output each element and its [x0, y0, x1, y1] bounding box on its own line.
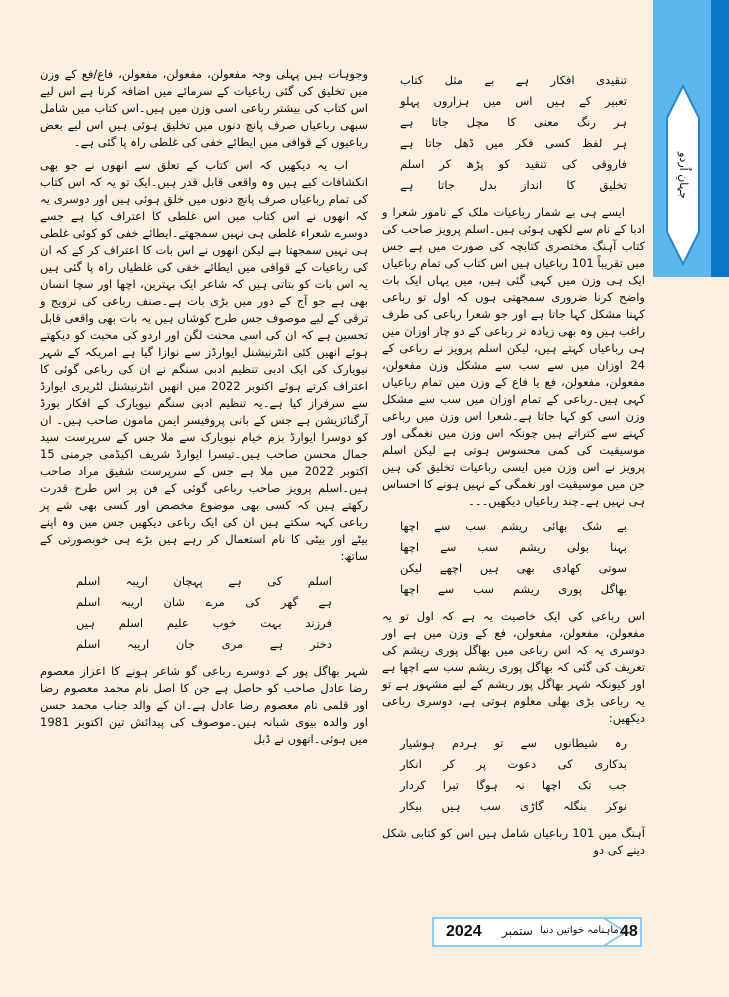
- text-line: لکھی ہوئی ہیں۔اسلم پرویز صاحب کی کتاب آہنگ مختصری کتابچہ کی: [382, 222, 646, 253]
- poem-line: ہے گھر کی مرے شان اریبہ اسلم: [76, 595, 332, 609]
- poem-line: سوتی کھادی بھی ہیں اچھے لیکن: [400, 561, 627, 575]
- poem-line: بھاگل پوری ریشم سب سے اچھا: [400, 582, 627, 596]
- text-line: ہیں۔موصوف کی پیدائش تین اکتوبر 1981 میں ہوئی۔انھوں نے ڈبل: [40, 715, 368, 746]
- text-line: بیشتر رباعی اسی وزن میں ہیں۔اس کتاب میں شامل سبھی رباعیاں صرف: [40, 101, 369, 132]
- text-line: اپنے بیٹے اور بیٹی کا نام استعمال کر رہے ہیں بڑے ہی خوبصورتی کے ساتھ:: [40, 515, 368, 563]
- poem-line: اسلم کی ہے پہچان اریبہ اسلم: [76, 574, 332, 588]
- poem-line: ہر رنگ معنی کا مچل جاتا ہے: [400, 115, 627, 129]
- poem-line: بہنا بولی ریشم سب سے اچھا: [400, 540, 627, 554]
- text-line: اور کسی بھی شے پر رباعی کہہ سکتے ہیں ان کی ایک رباعی دیکھیں جس میں وہ: [40, 498, 368, 529]
- text-line: ضروری سمجھتی ہوں کہ اول تو رباعی کہنا مشکل کہا جاتا ہے اور جو شعرا رباعی: [382, 290, 646, 321]
- text-line: شہر بھاگل پور کے دوسرے رباعی گو شاعر ہونے کا اعزاز معصوم: [40, 664, 368, 678]
- text-line: دوسری رباعی دیکھیں:: [382, 694, 645, 725]
- text-line: ایسے ہی بے شمار رباعیات ملک کے نامور شعرا و ادبا کے نام سے: [382, 205, 645, 236]
- footer-year: 2024: [446, 923, 482, 940]
- text-line: آہنگ میں 101 رباعیاں شامل ہیں اس کو کتابی شکل دینے کی دو: [382, 826, 645, 857]
- paragraph: [40, 663, 368, 748]
- poem: [382, 516, 645, 600]
- text-line: رباعیاں کہی ہیں۔رباعی کے تمام اوزان میں سب سے مشکل وزن اسی کو: [382, 375, 645, 423]
- text-line: بھاگل پور ریشم کے لیے مشہور ہے تو یہ رباعی بڑی بھلی معلوم ہوتی ہے،: [382, 677, 645, 708]
- text-line: اب یہ دیکھیں کہ اس کتاب کے تعلق سے انھوں نے جو بھی: [40, 158, 348, 172]
- text-line: کہا جاتا ہے۔شعرا اس وزن میں رباعی کہنے سے کتراتے ہیں چونکہ اس: [382, 409, 645, 440]
- footer-month: ستمبر: [502, 924, 533, 938]
- paragraph: [40, 66, 368, 151]
- paragraph: [382, 825, 645, 859]
- poem-line: بے شک بھائی ریشم سب سے اچھا: [400, 519, 627, 533]
- text-line: رباعیاں کہتے ہیں، لیکن اسلم پرویز نے رباعی کے 24 اوزان میں سے: [382, 341, 645, 372]
- page-number: 48: [620, 923, 638, 940]
- poem-line: تعبیر کے ہیں اس میں ہزاروں پہلو: [400, 94, 627, 108]
- text-line: ان کی رباعی گوئی کا اعتراف کرتے ہوئے اکتوبر 2022 میں انھیں: [40, 362, 368, 393]
- paragraph: [40, 157, 368, 565]
- text-line: نہیں ہونے کا احساس ہی نہیں ہے۔چند رباعیاں دیکھیں۔۔۔: [382, 477, 645, 508]
- text-line: پانچ دنوں میں تخلیق ہوئی ہیں اس لیے بعض رباعیوں کے قوافی میں ایطائے: [40, 118, 368, 149]
- poem-line: ہر لفظ کسی فکر میں ڈھل جاتا ہے: [400, 136, 627, 150]
- poem-line: نوکر بنگلہ گاڑی سب ہیں بیکار: [400, 799, 627, 813]
- text-line: کی گئی رباعیات کے سرمائے میں اضافہ کرنا ہے اس لیے اس کتاب کی: [40, 84, 369, 115]
- poem: [382, 70, 645, 196]
- section-tab-edge: [711, 0, 729, 277]
- text-line: اعتراف کر کے کہ ان کی رباعیات کے قوافی میں ایطائے خفی کی غلطیاں راہ: [40, 243, 368, 274]
- poem: [382, 733, 645, 817]
- text-line: انٹرنیشنل لٹریری ایوارڈ سے سرفراز کیا ہے۔یہ تنظیم ادبی سنگم نیویارک کے: [40, 379, 369, 410]
- text-line: رباعیاں ایک ہی وزن میں کہی گئی ہیں، میں یہاں ایک بات واضح کرنا: [382, 256, 645, 304]
- poem-line: فاروقی کی تنقید کو پڑھ کر اسلم: [400, 157, 627, 171]
- text-line: کتاب میں اس غلطی کا اعتراف کیا ہے جسے دوسرے شعراء غلطی ہی نہیں: [40, 209, 369, 240]
- poem-line: تنقیدی افکار ہے بے مثل کتاب: [400, 73, 627, 87]
- text-line: وجوہات ہیں پہلی وجہ مفعولن، مفعولن، مفعولن، فاع/فع کے وزن میں تخلیق: [40, 67, 368, 98]
- poem-line: فرزند بہت خوب علیم اسلم ہیں: [76, 616, 332, 630]
- text-line: ہے جو آج کے دور میں بڑی بات ہے۔صنف رباعی کی ترویج و ترقی کے: [40, 294, 369, 325]
- poem-line: رہ شیطانوں سے تو ہردم ہوشیار: [400, 736, 627, 750]
- text-line: افکار بورڈ آرگنائزیشن ہے جس کے بانی پروفیسر ایمن مامون صاحب: [40, 396, 368, 427]
- poem-line: بدکاری کی دعوت پر کر انکار: [400, 757, 627, 771]
- text-line: خفی کی غلطی راہ پا گئی ہے۔: [73, 135, 224, 149]
- text-line: صورت میں ہے جس میں تقریباً 101 رباعیاں ہیں اس کتاب کی تمام: [382, 239, 645, 270]
- poem-line: دختر ہے مری جان اریبہ اسلم: [76, 637, 332, 651]
- text-line: سے نوازا گیا ہے امریکہ کے شہر نیویارک کی ایک ادبی تنظیم ادبی سنگم نے: [40, 345, 369, 376]
- footer-magazine-name: ماہنامہ خواتین دنیا: [540, 925, 619, 936]
- paragraph: [382, 204, 645, 510]
- text-line: رباعیاں صرف پانچ دنوں میں خلق ہوئی ہیں اور دوسری یہ کہ انھوں نے اس: [40, 192, 368, 223]
- paragraph: [382, 608, 645, 727]
- section-tab-label: جہانِ اُردو: [676, 151, 690, 199]
- text-line: میں ملا ہے جس کے سرپرست شفیق مراد صاحب ہیں۔اسلم پرویز صاحب: [40, 464, 369, 495]
- text-line: سب سے مشکل وزن مفعولن، مفعولن، مفعولن، فع یا فاع کے وزن میں تمام: [382, 358, 645, 389]
- text-line: لیے موصوف جس طرح کوشاں ہیں یہ بات بھی واقعی قابل تحسین ہے کہ ان: [40, 311, 369, 342]
- page-footer: [432, 917, 642, 947]
- text-line: معصوم رضا عادل ہے۔ان کے والد جناب محمد حسن اور والدہ بیوی شبانہ: [40, 698, 368, 729]
- text-line: وزن میں نغمگی اور موسیقیت کی کمی محسوس ہوتی ہے لیکن اسلم پرویز نے اس: [382, 426, 645, 474]
- text-line: ہیں۔ ان کو دوسرا ایوارڈ بزم خیام نیویارک سے ملا جس کے سرپرست سید: [40, 413, 368, 444]
- text-line: اس رباعی کی ایک خاصیت یہ ہے کہ اول تو یہ مفعولن، مفعولن،: [382, 609, 646, 640]
- poem-line: جب تک اچھا نہ ہوگا تیرا کردار: [400, 778, 627, 792]
- section-tab-label-wrap: [665, 84, 701, 266]
- poem-line: تخلیق کا انداز بدل جاتا ہے: [400, 178, 627, 192]
- text-line: کی اسی محنت لگن اور اردو کی محبت کو دیکھتے ہوئے انھیں کئی انٹرنیشنل ایوارڈز: [40, 328, 368, 359]
- left-column: [40, 66, 368, 754]
- right-column: [382, 66, 645, 865]
- text-line: وزن میں ایسی رباعیات تخلیق کی ہیں جن میں موسیقیت اور نغمگی کے: [382, 460, 645, 491]
- poem: [40, 571, 368, 655]
- text-line: مفعولن، فع کے وزن میں ہے اور دوسری یہ کہ اس رباعی میں بھاگل پوری: [382, 626, 646, 657]
- text-line: انکشافات کیے ہیں وہ واقعی قابل قدر ہیں۔ایک تو یہ کہ اس کتاب کی تمام: [40, 175, 368, 206]
- text-line: رضا عادل صاحب کو حاصل ہے جن کا اصل نام محمد معصوم رضا اور قلمی نام: [40, 681, 369, 712]
- text-line: ریشم کی تعریف کی گئی کہ بھاگل پوری ریشم سب سے اچھا ہے اور کیونکہ شہر: [382, 643, 645, 691]
- text-line: پا گئی ہیں یہ اس بات کو بتاتی ہیں کہ شاعر ایک بہترین، اچھا اور سچا انسان بھی: [40, 260, 368, 308]
- text-line: کی طرف راغب ہیں وہ بھی زیادہ تر رباعی کے دو چار اوزان میں ہی: [382, 307, 646, 355]
- text-line: جمال محسن صاحب ہیں۔تیسرا ایوارڈ شریف اکیڈمی جرمنی 15 اکتوبر 2022: [40, 447, 368, 478]
- text-line: سمجھتے۔ایطائے خفی کو کوئی غلطی ہی نہیں سمجھتا ہے لیکن انھوں نے اس بات کا: [40, 226, 368, 257]
- text-line: رباعی گوئی کے فن پر اس طرح قدرت رکھتے ہیں کہ کسی بھی موضوع مخصص: [40, 481, 368, 512]
